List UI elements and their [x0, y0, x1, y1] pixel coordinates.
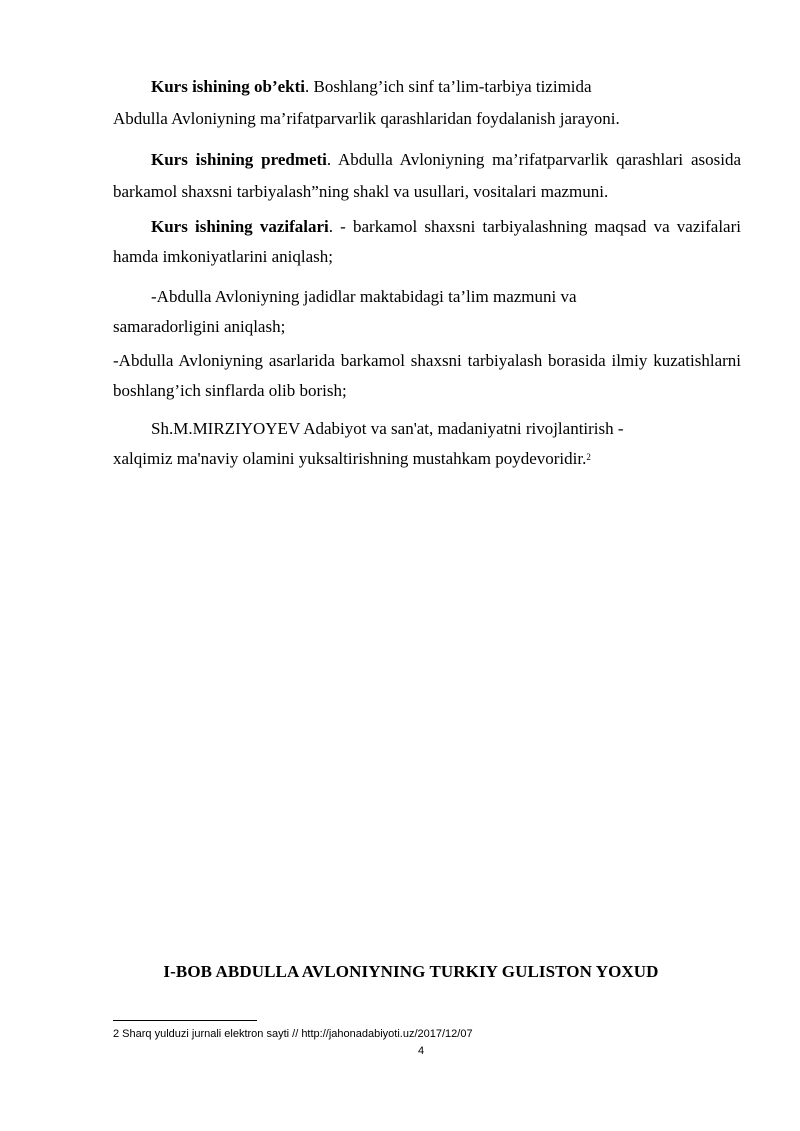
- subject-text: . Abdulla Avloniyning ma’rifatparvarlik qarashlari asosida barkamol shaxsni tarbiyalash”ning shakl va usullari, vositalari mazmuni.: [113, 150, 741, 201]
- quote-line-2: [113, 444, 741, 474]
- paragraph-task-3: [113, 346, 741, 406]
- paragraph-task-2: [113, 282, 741, 342]
- tasks-text: . - barkamol shaxsni tarbiyalashning maqsad va vazifalari hamda imkoniyatlarini aniqlash;: [113, 217, 741, 266]
- quote-line-1: Sh.M.MIRZIYOYEV Adabiyot va san'at, madaniyatni rivojlantirish -: [151, 419, 624, 438]
- paragraph-object: [113, 75, 741, 130]
- paragraph-subject: [113, 144, 741, 208]
- object-text-2: Abdulla Avloniyning ma’rifatparvarlik qarashlaridan foydalanish jarayoni.: [113, 109, 620, 128]
- page-number: 4: [418, 1045, 425, 1057]
- paragraph-quote: [113, 414, 741, 474]
- paragraph-object-line-1: [113, 75, 741, 98]
- subject-label: Kurs ishining predmeti: [151, 150, 327, 169]
- task-2-line-2: samaradorligini aniqlash;: [113, 317, 286, 336]
- chapter-title: I-BOB ABDULLA AVLONIYNING TURKIY GULISTON YOXUD: [163, 962, 659, 981]
- footnote-reference[interactable]: 2: [586, 452, 591, 462]
- quote-line-2-text: xalqimiz ma'naviy olamini yuksaltirishning mustahkam poydevoridir.: [113, 449, 587, 468]
- task-3-text: -Abdulla Avloniyning asarlarida barkamol shaxsni tarbiyalash borasida ilmiy kuzatishlarni boshlang’ich sinflarda olib borish;: [113, 351, 741, 400]
- tasks-label: Kurs ishining vazifalari: [151, 217, 329, 236]
- object-label: Kurs ishining ob’ekti: [151, 77, 305, 96]
- task-2-line-1: -Abdulla Avloniyning jadidlar maktabidagi ta’lim mazmuni va: [151, 287, 577, 306]
- object-text-1: . Boshlang’ich sinf ta’lim-tarbiya tizimida: [305, 77, 592, 96]
- paragraph-tasks: [113, 212, 741, 272]
- footnote-divider: [113, 1020, 257, 1021]
- footnote: 2 Sharq yulduzi jurnali elektron sayti // http://jahonadabiyoti.uz/2017/12/07: [113, 1028, 473, 1040]
